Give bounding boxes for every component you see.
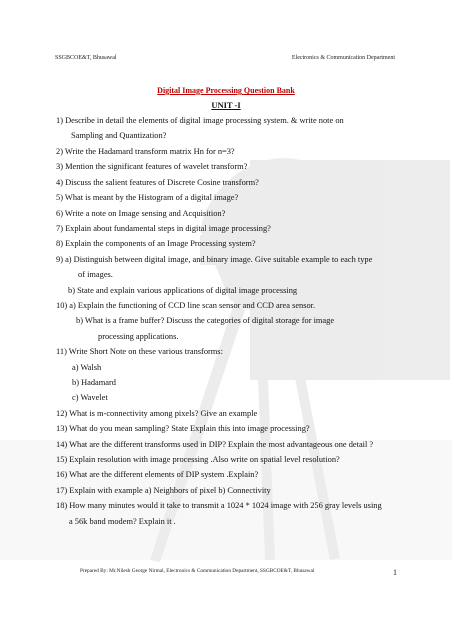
question-2: 2) Write the Hadamard transform matrix Hn for n=3? xyxy=(56,147,235,156)
question-10a: 10) a) Explain the functioning of CCD line scan sensor and CCD area sensor. xyxy=(56,301,316,310)
question-1: 1) Describe in detail the elements of digital image processing system. & write note on xyxy=(56,116,344,125)
question-12: 12) What is m-connectivity among pixels? Give an example xyxy=(56,409,258,418)
unit-heading: UNIT -I xyxy=(211,100,241,110)
question-15: 15) Explain resolution with image processing .Also write on spatial level resolution? xyxy=(56,455,340,464)
question-4: 4) Discuss the salient features of Discrete Cosine transform? xyxy=(56,178,259,187)
question-5: 5) What is meant by the Histogram of a digital image? xyxy=(56,193,239,202)
document-title: Digital Image Processing Question Bank xyxy=(157,86,295,95)
question-9b: b) State and explain various applications of digital image processing xyxy=(68,286,298,295)
header-right: Electronics & Communication Department xyxy=(291,55,395,61)
question-8: 8) Explain the components of an Image Processing system? xyxy=(56,239,256,248)
header-left: SSGBCOE&T, Bhusawal xyxy=(55,55,117,61)
question-14: 14) What are the different transforms used in DIP? Explain the most advantageous one detail ? xyxy=(56,440,374,449)
question-10b-cont: processing applications. xyxy=(98,332,179,341)
question-11c: c) Wavelet xyxy=(72,393,108,402)
question-1-cont: Sampling and Quantization? xyxy=(71,131,167,140)
question-9a: 9) a) Distinguish between digital image, and binary image. Give suitable example to each type xyxy=(56,255,373,264)
question-11b: b) Hadamard xyxy=(72,378,116,387)
question-18: 18) How many minutes would it take to transmit a 1024 * 1024 image with 256 gray levels using xyxy=(56,501,382,510)
question-18-cont: a 56k band modem? Explain it . xyxy=(69,517,176,526)
footer-prepared-by: Prepared By: Mr.Nilesh George Nirmal, Electronics & Communication Department, SSGBCOE&T, Bhusawal xyxy=(80,568,315,574)
question-17: 17) Explain with example a) Neighbors of pixel b) Connectivity xyxy=(56,486,271,495)
page-number: 1 xyxy=(393,568,397,577)
question-11: 11) Write Short Note on these various transforms: xyxy=(56,347,223,356)
question-3: 3) Mention the significant features of wavelet transform? xyxy=(56,162,248,171)
question-6: 6) Write a note on Image sensing and Acquisition? xyxy=(56,209,226,218)
question-16: 16) What are the different elements of DIP system .Explain? xyxy=(56,470,259,479)
question-13: 13) What do you mean sampling? State Explain this into image processing? xyxy=(56,424,310,433)
question-10b: b) What is a frame buffer? Discuss the categories of digital storage for image xyxy=(76,316,335,325)
question-11a: a) Walsh xyxy=(72,363,102,372)
question-9a-cont: of images. xyxy=(78,270,113,279)
question-7: 7) Explain about fundamental steps in digital image processing? xyxy=(56,224,271,233)
